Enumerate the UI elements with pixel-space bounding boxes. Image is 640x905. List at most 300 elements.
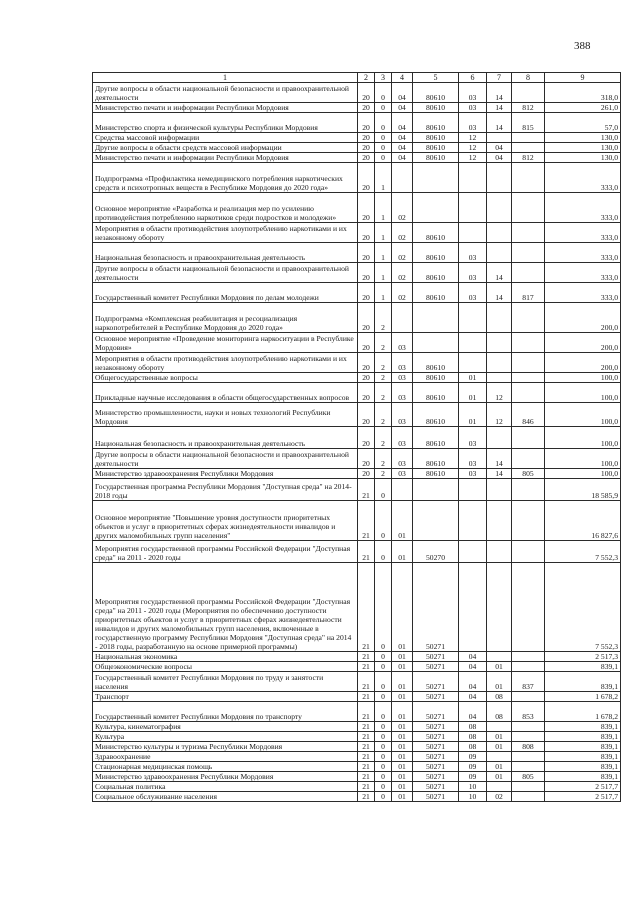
code-cell — [487, 333, 512, 353]
code-cell: 0 — [375, 742, 392, 752]
table-row — [93, 792, 621, 802]
page-number: 388 — [574, 40, 591, 52]
code-cell — [413, 501, 459, 541]
code-cell: 03 — [459, 283, 487, 303]
table-row — [93, 541, 621, 563]
row-name-cell: Мероприятия государственной программы Российской Федерации "Доступная среда" на 2011 - 2020 годы — [93, 541, 358, 563]
table-row — [93, 353, 621, 373]
amount-cell: 1 678,2 — [545, 702, 621, 722]
code-cell — [512, 163, 545, 193]
code-cell: 21 — [358, 692, 375, 702]
code-cell: 08 — [459, 722, 487, 732]
code-cell: 80610 — [413, 469, 459, 479]
header-cell: 4 — [392, 73, 413, 83]
row-name-cell: Подпрограмма «Комплексная реабилитация и ресоциализация наркопотребителей в Республике Мордовия до 2020 года» — [93, 303, 358, 333]
amount-cell: 130,0 — [545, 133, 621, 143]
table-row — [93, 449, 621, 469]
code-cell — [512, 479, 545, 501]
row-name-cell: Общеэкономические вопросы — [93, 662, 358, 672]
header-cell: 6 — [459, 73, 487, 83]
code-cell — [459, 193, 487, 223]
code-cell: 20 — [358, 243, 375, 263]
code-cell: 80610 — [413, 403, 459, 427]
code-cell: 01 — [392, 762, 413, 772]
amount-cell: 200,0 — [545, 333, 621, 353]
code-cell: 1 — [375, 263, 392, 283]
code-cell: 02 — [392, 193, 413, 223]
code-cell: 50271 — [413, 772, 459, 782]
code-cell: 853 — [512, 702, 545, 722]
code-cell: 0 — [375, 792, 392, 802]
code-cell: 12 — [459, 143, 487, 153]
code-cell: 846 — [512, 403, 545, 427]
code-cell — [487, 501, 512, 541]
row-name-cell: Национальная безопасность и правоохранительная деятельность — [93, 243, 358, 263]
code-cell — [487, 303, 512, 333]
code-cell: 21 — [358, 563, 375, 652]
code-cell: 0 — [375, 762, 392, 772]
code-cell — [512, 263, 545, 283]
code-cell: 812 — [512, 153, 545, 163]
code-cell: 21 — [358, 652, 375, 662]
code-cell: 04 — [487, 143, 512, 153]
amount-cell: 839,1 — [545, 742, 621, 752]
amount-cell: 839,1 — [545, 772, 621, 782]
amount-cell: 18 585,9 — [545, 479, 621, 501]
code-cell: 03 — [459, 113, 487, 133]
row-name-cell: Подпрограмма «Профилактика немедицинского потребления наркотических средств и психотропных веществ в Республике Мордовия до 2020 года» — [93, 163, 358, 193]
code-cell — [459, 501, 487, 541]
table-row — [93, 373, 621, 383]
code-cell: 80610 — [413, 243, 459, 263]
amount-cell: 839,1 — [545, 732, 621, 742]
code-cell: 03 — [459, 243, 487, 263]
row-name-cell: Другие вопросы в области национальной безопасности и правоохранительной деятельности — [93, 263, 358, 283]
amount-cell: 2 517,3 — [545, 652, 621, 662]
table-row — [93, 469, 621, 479]
code-cell: 09 — [459, 772, 487, 782]
code-cell: 03 — [392, 333, 413, 353]
code-cell: 21 — [358, 742, 375, 752]
code-cell — [487, 782, 512, 792]
code-cell: 837 — [512, 672, 545, 692]
code-cell: 20 — [358, 353, 375, 373]
code-cell — [392, 163, 413, 193]
code-cell — [512, 353, 545, 373]
code-cell: 0 — [375, 772, 392, 782]
code-cell — [512, 752, 545, 762]
code-cell — [487, 479, 512, 501]
table-row — [93, 742, 621, 752]
code-cell — [512, 449, 545, 469]
amount-cell: 2 517,7 — [545, 792, 621, 802]
code-cell: 80610 — [413, 133, 459, 143]
code-cell: 03 — [459, 103, 487, 113]
code-cell — [512, 722, 545, 732]
code-cell — [413, 479, 459, 501]
code-cell: 2 — [375, 403, 392, 427]
table-row — [93, 143, 621, 153]
code-cell: 20 — [358, 143, 375, 153]
amount-cell: 16 827,6 — [545, 501, 621, 541]
code-cell: 50271 — [413, 662, 459, 672]
code-cell: 0 — [375, 563, 392, 652]
code-cell: 01 — [487, 762, 512, 772]
row-name-cell: Государственный комитет Республики Мордовия по транспорту — [93, 702, 358, 722]
code-cell: 04 — [392, 133, 413, 143]
code-cell: 21 — [358, 672, 375, 692]
amount-cell: 7 552,3 — [545, 563, 621, 652]
row-name-cell: Здравоохранение — [93, 752, 358, 762]
code-cell — [459, 563, 487, 652]
code-cell: 20 — [358, 427, 375, 449]
code-cell: 50271 — [413, 672, 459, 692]
code-cell: 80610 — [413, 373, 459, 383]
code-cell: 12 — [487, 403, 512, 427]
code-cell — [512, 333, 545, 353]
table-row — [93, 652, 621, 662]
code-cell: 20 — [358, 403, 375, 427]
code-cell: 20 — [358, 163, 375, 193]
code-cell: 04 — [487, 153, 512, 163]
code-cell: 08 — [459, 742, 487, 752]
table-row — [93, 243, 621, 263]
code-cell — [487, 752, 512, 762]
table-row — [93, 303, 621, 333]
code-cell — [512, 83, 545, 103]
code-cell — [487, 163, 512, 193]
code-cell: 80610 — [413, 427, 459, 449]
code-cell: 14 — [487, 469, 512, 479]
code-cell — [512, 792, 545, 802]
table-row — [93, 672, 621, 692]
code-cell: 2 — [375, 373, 392, 383]
row-name-cell: Министерство здравоохранения Республики Мордовия — [93, 469, 358, 479]
code-cell — [487, 193, 512, 223]
code-cell: 01 — [392, 652, 413, 662]
code-cell: 2 — [375, 353, 392, 373]
code-cell: 21 — [358, 501, 375, 541]
amount-cell: 100,0 — [545, 403, 621, 427]
code-cell: 01 — [392, 782, 413, 792]
code-cell: 04 — [392, 153, 413, 163]
table-row — [93, 263, 621, 283]
amount-cell: 2 517,7 — [545, 782, 621, 792]
code-cell — [512, 541, 545, 563]
code-cell: 08 — [487, 692, 512, 702]
code-cell: 03 — [459, 449, 487, 469]
code-cell — [459, 479, 487, 501]
table-row — [93, 752, 621, 762]
row-name-cell: Стационарная медицинская помощь — [93, 762, 358, 772]
code-cell — [512, 193, 545, 223]
code-cell: 03 — [459, 469, 487, 479]
code-cell — [487, 133, 512, 143]
code-cell: 80610 — [413, 83, 459, 103]
table-row — [93, 333, 621, 353]
table-row — [93, 722, 621, 732]
amount-cell: 261,0 — [545, 103, 621, 113]
code-cell: 03 — [392, 383, 413, 403]
code-cell: 01 — [392, 742, 413, 752]
code-cell: 01 — [392, 722, 413, 732]
amount-cell: 1 678,2 — [545, 692, 621, 702]
table-row — [93, 133, 621, 143]
amount-cell: 200,0 — [545, 303, 621, 333]
code-cell: 50270 — [413, 541, 459, 563]
row-name-cell: Государственный комитет Республики Мордовия по делам молодежи — [93, 283, 358, 303]
code-cell: 01 — [392, 501, 413, 541]
code-cell: 80610 — [413, 353, 459, 373]
code-cell: 01 — [392, 541, 413, 563]
row-name-cell: Социальное обслуживание населения — [93, 792, 358, 802]
code-cell: 50271 — [413, 782, 459, 792]
code-cell: 01 — [392, 792, 413, 802]
code-cell: 01 — [392, 692, 413, 702]
code-cell: 20 — [358, 263, 375, 283]
code-cell: 80610 — [413, 283, 459, 303]
code-cell: 21 — [358, 752, 375, 762]
code-cell: 04 — [392, 103, 413, 113]
code-cell: 0 — [375, 732, 392, 742]
code-cell: 0 — [375, 479, 392, 501]
code-cell: 04 — [459, 652, 487, 662]
code-cell: 80610 — [413, 383, 459, 403]
table-row — [93, 732, 621, 742]
code-cell: 2 — [375, 333, 392, 353]
code-cell: 21 — [358, 772, 375, 782]
code-cell: 01 — [487, 772, 512, 782]
code-cell: 50271 — [413, 563, 459, 652]
amount-cell: 100,0 — [545, 383, 621, 403]
row-name-cell: Другие вопросы в области национальной безопасности и правоохранительной деятельности — [93, 83, 358, 103]
amount-cell: 130,0 — [545, 153, 621, 163]
table-row — [93, 501, 621, 541]
code-cell — [459, 223, 487, 243]
code-cell: 02 — [487, 792, 512, 802]
code-cell: 03 — [392, 449, 413, 469]
code-cell — [512, 563, 545, 652]
code-cell: 50271 — [413, 752, 459, 762]
table-row — [93, 772, 621, 782]
code-cell: 09 — [459, 752, 487, 762]
code-cell: 21 — [358, 722, 375, 732]
amount-cell: 333,0 — [545, 223, 621, 243]
row-name-cell: Другие вопросы в области национальной безопасности и правоохранительной деятельности — [93, 449, 358, 469]
code-cell — [392, 303, 413, 333]
code-cell: 0 — [375, 83, 392, 103]
code-cell: 14 — [487, 83, 512, 103]
code-cell: 0 — [375, 722, 392, 732]
code-cell — [512, 373, 545, 383]
code-cell: 21 — [358, 762, 375, 772]
code-cell: 50271 — [413, 792, 459, 802]
amount-cell: 839,1 — [545, 662, 621, 672]
header-cell: 5 — [413, 73, 459, 83]
code-cell — [512, 223, 545, 243]
table-row — [93, 193, 621, 223]
code-cell: 0 — [375, 133, 392, 143]
code-cell: 0 — [375, 113, 392, 133]
code-cell: 03 — [392, 373, 413, 383]
code-cell — [512, 762, 545, 772]
amount-cell: 100,0 — [545, 469, 621, 479]
code-cell: 80610 — [413, 223, 459, 243]
code-cell: 01 — [487, 732, 512, 742]
code-cell: 2 — [375, 383, 392, 403]
amount-cell: 7 552,3 — [545, 541, 621, 563]
code-cell: 04 — [459, 702, 487, 722]
table-row — [93, 662, 621, 672]
code-cell: 04 — [459, 692, 487, 702]
code-cell: 08 — [487, 702, 512, 722]
code-cell — [512, 133, 545, 143]
code-cell: 1 — [375, 163, 392, 193]
code-cell: 14 — [487, 283, 512, 303]
code-cell: 1 — [375, 283, 392, 303]
table-row — [93, 223, 621, 243]
row-name-cell: Социальная политика — [93, 782, 358, 792]
amount-cell: 333,0 — [545, 163, 621, 193]
table-row — [93, 427, 621, 449]
code-cell: 0 — [375, 143, 392, 153]
code-cell: 2 — [375, 469, 392, 479]
row-name-cell: Государственная программа Республики Мордовия "Доступная среда" на 2014-2018 годы — [93, 479, 358, 501]
code-cell: 80610 — [413, 103, 459, 113]
row-name-cell: Национальная безопасность и правоохранительная деятельность — [93, 427, 358, 449]
code-cell — [512, 427, 545, 449]
code-cell: 0 — [375, 702, 392, 722]
row-name-cell: Культура — [93, 732, 358, 742]
code-cell: 21 — [358, 541, 375, 563]
code-cell — [512, 662, 545, 672]
code-cell — [392, 479, 413, 501]
row-name-cell: Средства массовой информации — [93, 133, 358, 143]
code-cell — [487, 541, 512, 563]
code-cell: 20 — [358, 333, 375, 353]
row-name-cell: Министерство культуры и туризма Республики Мордовия — [93, 742, 358, 752]
table-row — [93, 383, 621, 403]
row-name-cell: Мероприятия государственной программы Российской Федерации "Доступная среда" на 2011 - 2020 годы (Мероприятия по обеспечению доступности приоритетных объектов и услуг в приоритетных сферах жизнедеятельности инвалидов и других маломобильных групп населения, включенные в государственную программу Республики Мордовия "Доступная среда" на 2014 - 2018 годы, разработанную на основе примерной программы) — [93, 563, 358, 652]
code-cell: 01 — [392, 563, 413, 652]
code-cell — [487, 223, 512, 243]
code-cell: 0 — [375, 541, 392, 563]
code-cell — [459, 333, 487, 353]
code-cell: 20 — [358, 193, 375, 223]
code-cell: 09 — [459, 762, 487, 772]
code-cell — [487, 427, 512, 449]
code-cell: 0 — [375, 103, 392, 113]
code-cell: 808 — [512, 742, 545, 752]
amount-cell: 333,0 — [545, 243, 621, 263]
code-cell: 20 — [358, 83, 375, 103]
table-row — [93, 479, 621, 501]
code-cell: 14 — [487, 113, 512, 133]
code-cell: 01 — [392, 702, 413, 722]
code-cell: 02 — [392, 283, 413, 303]
code-cell: 04 — [459, 672, 487, 692]
code-cell: 04 — [459, 662, 487, 672]
code-cell: 50271 — [413, 702, 459, 722]
header-cell: 1 — [93, 73, 358, 83]
code-cell: 20 — [358, 103, 375, 113]
code-cell: 04 — [392, 143, 413, 153]
amount-cell: 333,0 — [545, 193, 621, 223]
code-cell: 21 — [358, 702, 375, 722]
row-name-cell: Министерство спорта и физической культуры Республики Мордовия — [93, 113, 358, 133]
code-cell: 0 — [375, 752, 392, 762]
table-row — [93, 563, 621, 652]
row-name-cell: Прикладные научные исследования в области общегосударственных вопросов — [93, 383, 358, 403]
table-row — [93, 692, 621, 702]
amount-cell: 100,0 — [545, 373, 621, 383]
table-row — [93, 762, 621, 772]
code-cell: 815 — [512, 113, 545, 133]
code-cell — [487, 722, 512, 732]
code-cell: 14 — [487, 263, 512, 283]
code-cell: 20 — [358, 283, 375, 303]
row-name-cell: Министерство печати и информации Республики Мордовия — [93, 103, 358, 113]
code-cell: 14 — [487, 449, 512, 469]
table-row — [93, 103, 621, 113]
code-cell: 2 — [375, 449, 392, 469]
code-cell: 1 — [375, 223, 392, 243]
code-cell — [459, 303, 487, 333]
code-cell: 50271 — [413, 732, 459, 742]
code-cell — [512, 303, 545, 333]
code-cell: 0 — [375, 662, 392, 672]
code-cell: 2 — [375, 303, 392, 333]
code-cell: 20 — [358, 133, 375, 143]
code-cell: 02 — [392, 243, 413, 263]
code-cell: 03 — [392, 353, 413, 373]
code-cell: 01 — [487, 742, 512, 752]
code-cell: 12 — [459, 133, 487, 143]
code-cell — [487, 563, 512, 652]
code-cell: 20 — [358, 469, 375, 479]
code-cell — [512, 652, 545, 662]
code-cell: 21 — [358, 732, 375, 742]
code-cell — [512, 782, 545, 792]
code-cell — [512, 243, 545, 263]
code-cell — [487, 373, 512, 383]
code-cell: 805 — [512, 469, 545, 479]
code-cell — [413, 303, 459, 333]
code-cell: 01 — [487, 662, 512, 672]
code-cell: 1 — [375, 193, 392, 223]
code-cell: 12 — [459, 153, 487, 163]
table-row — [93, 83, 621, 103]
code-cell — [413, 333, 459, 353]
code-cell: 80610 — [413, 153, 459, 163]
code-cell: 03 — [459, 263, 487, 283]
code-cell — [512, 692, 545, 702]
code-cell: 21 — [358, 792, 375, 802]
code-cell: 20 — [358, 303, 375, 333]
header-cell: 2 — [358, 73, 375, 83]
code-cell: 04 — [392, 113, 413, 133]
code-cell — [487, 243, 512, 263]
table-row — [93, 153, 621, 163]
code-cell: 03 — [392, 427, 413, 449]
code-cell — [512, 143, 545, 153]
amount-cell: 333,0 — [545, 263, 621, 283]
code-cell: 01 — [392, 672, 413, 692]
code-cell: 50271 — [413, 762, 459, 772]
row-name-cell: Основное мероприятие «Разработка и реализация мер по усилению противодействия потреблению наркотиков среди подростков и молодежи» — [93, 193, 358, 223]
budget-table — [92, 72, 621, 802]
row-name-cell: Основное мероприятие "Повышение уровня доступности приоритетных объектов и услуг в приоритетных сферах жизнедеятельности инвалидов и других маломобильных групп населения" — [93, 501, 358, 541]
